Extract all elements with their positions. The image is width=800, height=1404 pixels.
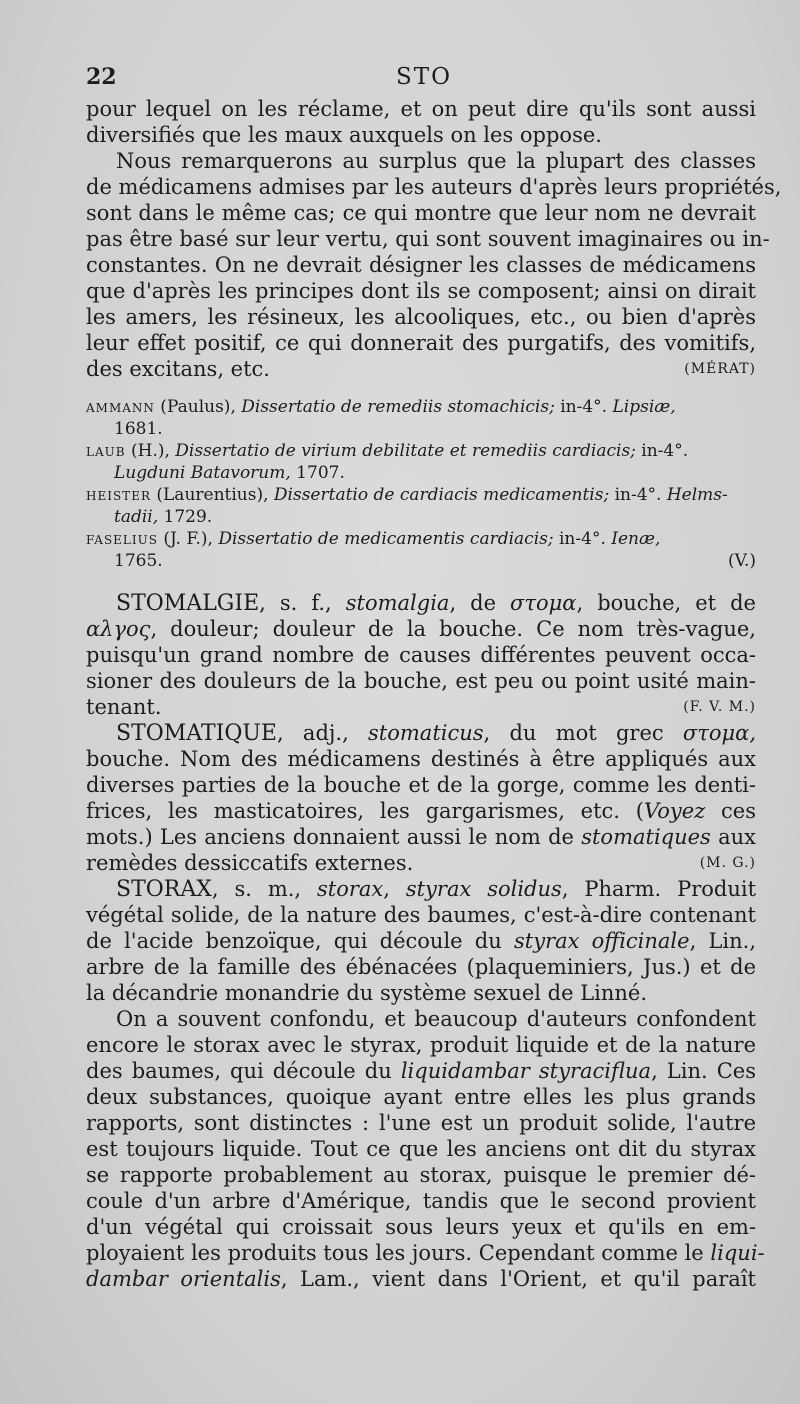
- reference-format: in-4°.: [635, 441, 689, 461]
- reference-continuation: [86, 506, 756, 528]
- entry-headword: STOMATIQUE: [116, 721, 277, 746]
- entry-text: ployaient les produits tous les jours. Cependant comme le: [86, 1241, 711, 1265]
- text-line: d'un végétal qui croissait sous leurs yeux et qu'ils en em-: [86, 1215, 756, 1239]
- author-signature: (MÉRAT): [684, 361, 756, 377]
- greek-term: αλγος: [86, 617, 151, 641]
- reference-entry: [86, 440, 756, 462]
- entry-text: de l'acide benzoïque, qui découle du: [86, 929, 514, 953]
- text-line: encore le storax avec le styrax, produit liquide et de la nature: [86, 1033, 756, 1057]
- reference-place: tadii,: [114, 507, 159, 527]
- reference-author: HEISTER: [86, 489, 151, 503]
- entry-text: , s. m.,: [211, 877, 317, 901]
- text-line: sont dans le même cas; ce qui montre que leur nom ne devrait: [86, 201, 756, 225]
- text-line: pas être basé sur leur vertu, qui sont souvent imaginaires ou in-: [86, 227, 770, 251]
- reference-title: Dissertatio de medicamentis cardiacis;: [218, 529, 554, 549]
- reference-info: (Paulus),: [154, 397, 242, 417]
- text-line: arbre de la famille des ébénacées (plaqueminiers, Jus.) et de: [86, 955, 756, 979]
- text-line: diversifiés que les maux auxquels on les oppose.: [86, 123, 602, 147]
- reference-info: (H.),: [125, 441, 176, 461]
- text-line-end: remèdes dessiccatifs externes.: [86, 851, 414, 875]
- dictionary-entries: [86, 590, 765, 1292]
- entry-text: , Lin.,: [689, 929, 757, 953]
- entry-text: ,: [383, 877, 406, 901]
- entry-stomatique: [86, 720, 756, 746]
- entry-text: ces: [705, 799, 756, 823]
- author-signature: (V.): [728, 551, 756, 571]
- author-signature: (F. V. M.): [683, 699, 756, 715]
- text-line: [86, 616, 756, 642]
- text-line: se rapporte probablement au storax, puisque le premier dé-: [86, 1163, 756, 1187]
- entry-text: frices, les masticatoires, les gargarismes, etc. (: [86, 799, 644, 823]
- entry-stomalgie: [86, 590, 756, 616]
- reference-year: 1765.: [114, 551, 163, 571]
- entry-text: , du mot grec: [483, 721, 683, 745]
- reference-format: in-4°.: [553, 529, 612, 549]
- reference-author: FASELIUS: [86, 533, 158, 547]
- reference-place: Lugduni Batavorum,: [114, 463, 291, 483]
- entry-text: , Lin. Ces: [651, 1059, 756, 1083]
- text-line: [86, 798, 756, 824]
- text-line: diverses parties de la bouche et de la gorge, comme les denti-: [86, 773, 756, 797]
- text-line: bouche. Nom des médicamens destinés à être appliqués aux: [86, 747, 756, 771]
- reference-info: (Laurentius),: [150, 485, 274, 505]
- entry-text: , Lam., vient dans l'Orient, et qu'il paraît: [280, 1267, 756, 1291]
- author-signature: (M. G.): [699, 855, 756, 871]
- text-line: est toujours liquide. Tout ce que les anciens ont dit du styrax: [86, 1137, 756, 1161]
- text-line: [86, 1240, 765, 1266]
- reference-year: 1729.: [158, 507, 213, 527]
- text-line: que d'après les principes dont ils se composent; ainsi on dirait: [86, 279, 756, 303]
- reference-info: (J. F.),: [157, 529, 219, 549]
- latin-term: stomalgia: [345, 591, 450, 615]
- latin-term: styrax officinale: [513, 929, 690, 953]
- text-line: la décandrie monandrie du système sexuel de Linné.: [86, 981, 648, 1005]
- bibliography: [86, 396, 756, 572]
- reference-entry: [86, 484, 756, 506]
- reference-format: in-4°.: [609, 485, 667, 505]
- latin-term: dambar orientalis: [86, 1267, 281, 1291]
- reference-author: LAUB: [86, 445, 126, 459]
- latin-term: liquidambar styraciflua: [400, 1059, 652, 1083]
- cross-reference: Voyez: [643, 799, 706, 823]
- text-line: On a souvent confondu, et beaucoup d'auteurs confondent: [116, 1007, 756, 1031]
- reference-title: Dissertatio de remediis stomachicis;: [241, 397, 555, 417]
- latin-term: styrax solidus: [405, 877, 562, 901]
- italic-term: stomatiques: [581, 825, 711, 849]
- entry-text: , Pharm. Produit: [561, 877, 757, 901]
- text-line: Nous remarquerons au surplus que la plupart des classes: [116, 149, 756, 173]
- reference-continuation: 1681.: [114, 419, 163, 439]
- text-line: [86, 356, 756, 382]
- text-line: rapports, sont distinctes : l'une est un produit solide, l'autre: [86, 1111, 756, 1135]
- text-line: pour lequel on les réclame, et on peut dire qu'ils sont aussi: [86, 97, 756, 121]
- reference-place: Lipsiæ,: [612, 397, 676, 417]
- reference-author: AMMANN: [86, 401, 155, 415]
- entry-text: aux: [710, 825, 756, 849]
- text-line: [86, 928, 756, 954]
- latin-term: liqui-: [710, 1241, 765, 1265]
- text-line: [86, 1266, 756, 1292]
- text-line: coule d'un arbre d'Amérique, tandis que le second provient: [86, 1189, 756, 1213]
- reference-format: in-4°.: [554, 397, 613, 417]
- reference-entry: [86, 396, 756, 418]
- entry-text: , douleur; douleur de la bouche. Ce nom très-vague,: [150, 617, 756, 641]
- text-line: de médicamens admises par les auteurs d'après leurs propriétés,: [86, 175, 782, 199]
- reference-continuation: [86, 462, 756, 484]
- text-line: [86, 824, 756, 850]
- reference-title: Dissertatio de virium debilitate et remediis cardiacis;: [175, 441, 636, 461]
- greek-term: στομα,: [682, 721, 756, 745]
- text-line: sioner des douleurs de la bouche, est peu ou point usité main-: [86, 669, 756, 693]
- running-title: STO: [396, 64, 452, 90]
- entry-text: des baumes, qui découle du: [86, 1059, 401, 1083]
- latin-term: stomaticus: [368, 721, 484, 745]
- text-line: [86, 1058, 756, 1084]
- greek-term: στομα: [510, 591, 577, 615]
- text-line-end: des excitans, etc.: [86, 357, 270, 381]
- entry-text: , adj.,: [277, 721, 369, 745]
- text-line: deux substances, quoique ayant entre elles les plus grands: [86, 1085, 756, 1109]
- entry-headword: STORAX: [116, 877, 212, 902]
- entry-text: , bouche, et de: [576, 591, 756, 615]
- reference-continuation: [86, 550, 756, 572]
- text-line: constantes. On ne devrait désigner les classes de médicamens: [86, 253, 756, 277]
- latin-term: storax: [316, 877, 384, 901]
- text-line: végétal solide, de la nature des baumes, c'est-à-dire contenant: [86, 903, 756, 927]
- text-line: [86, 850, 756, 876]
- entry-storax: [86, 876, 756, 902]
- entry-text: , s. f.,: [259, 591, 346, 615]
- reference-place: Ienæ,: [611, 529, 661, 549]
- intro-paragraph: [86, 96, 782, 382]
- entry-text: , de: [449, 591, 511, 615]
- page-number: 22: [86, 64, 117, 90]
- reference-place: Helms-: [666, 485, 728, 505]
- reference-entry: [86, 528, 756, 550]
- text-line: puisqu'un grand nombre de causes différentes peuvent occa-: [86, 643, 756, 667]
- page-header: [86, 64, 762, 94]
- text-line-end: tenant.: [86, 695, 162, 719]
- reference-title: Dissertatio de cardiacis medicamentis;: [273, 485, 610, 505]
- entry-text: mots.) Les anciens donnaient aussi le nom de: [86, 825, 582, 849]
- text-line: les amers, les résineux, les alcooliques, etc., ou bien d'après: [86, 305, 756, 329]
- text-line: [86, 694, 756, 720]
- entry-headword: STOMALGIE: [116, 591, 260, 616]
- reference-year: 1707.: [290, 463, 345, 483]
- text-line: leur effet positif, ce qui donnerait des purgatifs, des vomitifs,: [86, 331, 756, 355]
